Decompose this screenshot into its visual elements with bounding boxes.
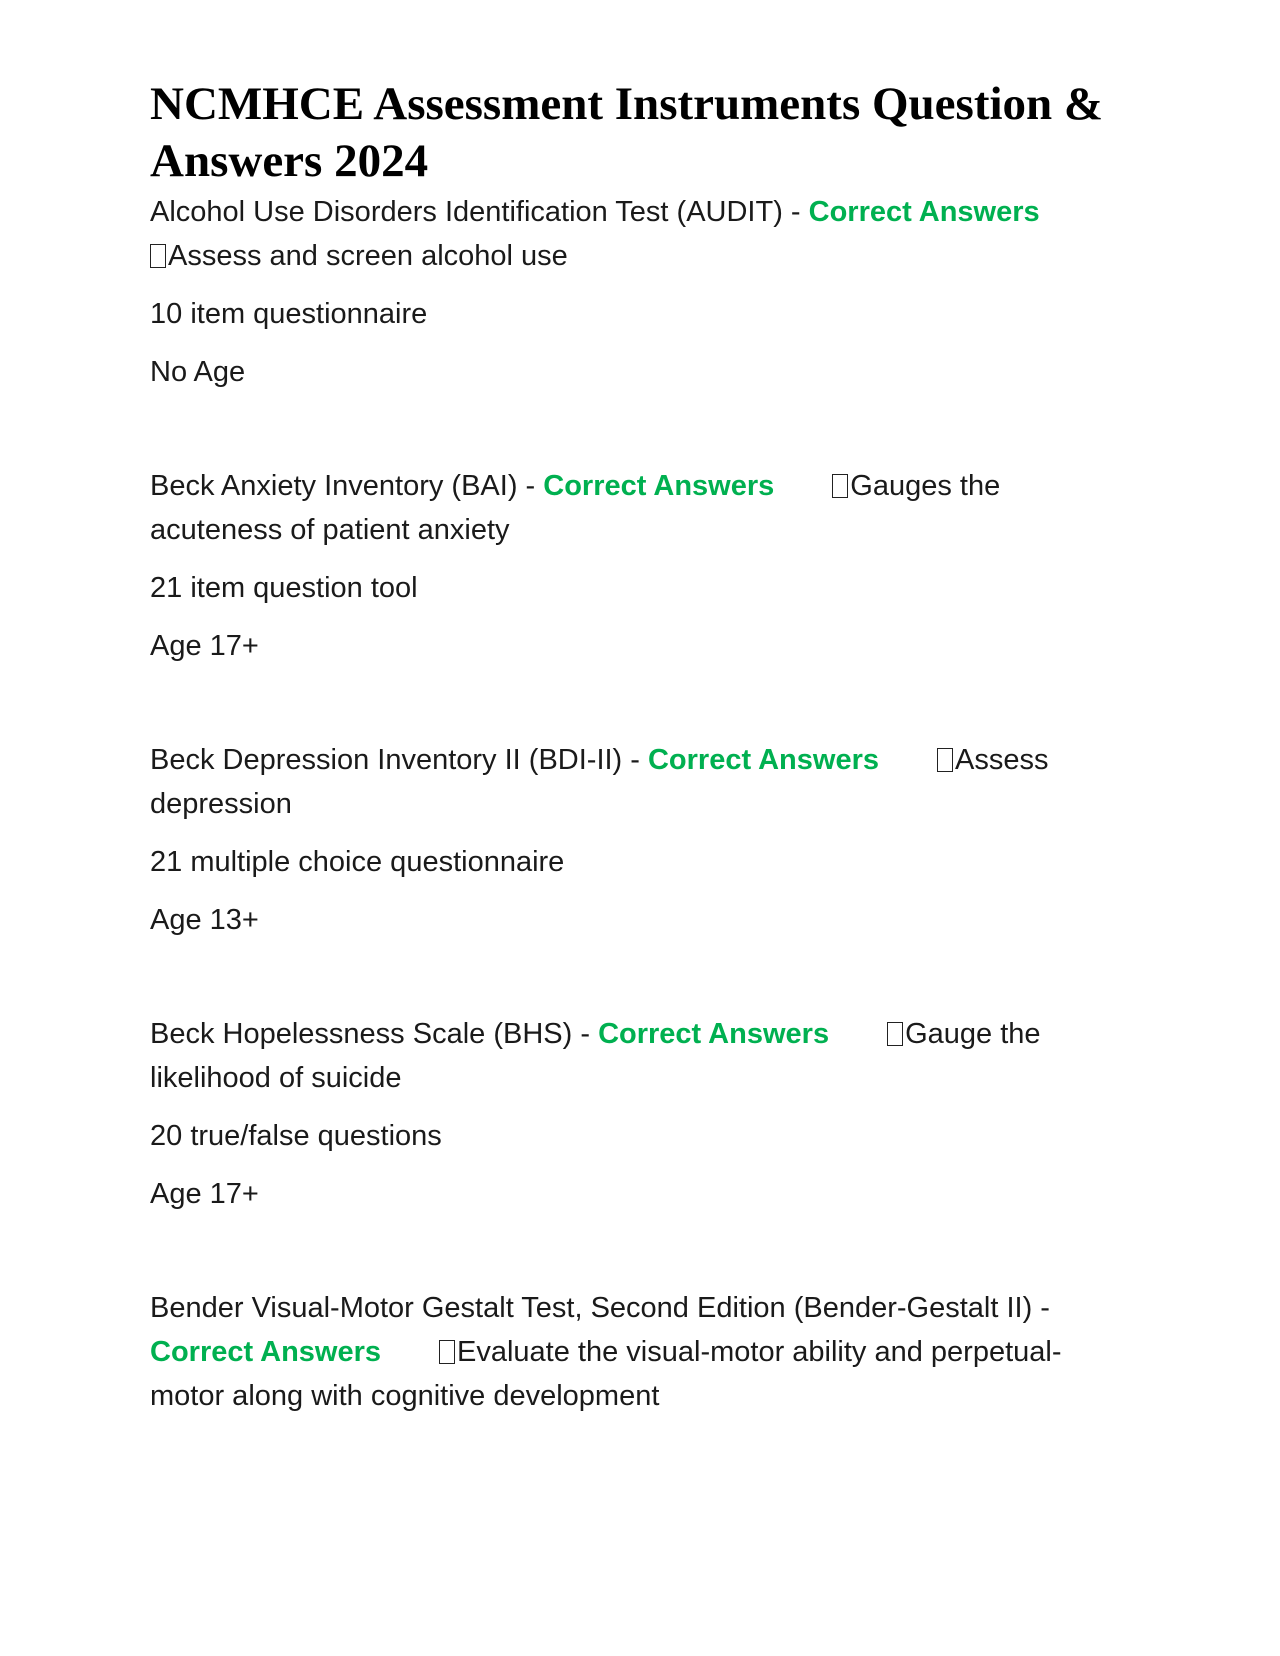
entry-bhs — [150, 1012, 1130, 1216]
detail-line: No Age — [150, 356, 246, 388]
detail-line: Age 17+ — [150, 630, 259, 662]
detail-line: 10 item questionnaire — [150, 298, 428, 330]
page-title: NCMHCE Assessment Instruments Question & Answers 2024 — [150, 78, 1104, 187]
instrument-name: Beck Depression Inventory II (BDI-II) - — [150, 744, 648, 776]
answer-text: Gauge the likelihood of suicide — [150, 1018, 1041, 1094]
instrument-name: Beck Hopelessness Scale (BHS) - — [150, 1018, 599, 1050]
answer-text: Assess and screen alcohol use — [168, 240, 568, 272]
unknown-glyph-icon — [937, 748, 953, 772]
answer-text: Evaluate the visual-motor ability and perpetual-motor along with cognitive development — [150, 1336, 1062, 1412]
unknown-glyph-icon — [832, 474, 848, 498]
document-page — [150, 76, 1130, 1418]
detail-line: Age 17+ — [150, 1178, 259, 1210]
detail-line: 21 item question tool — [150, 572, 418, 604]
detail-line: 21 multiple choice questionnaire — [150, 846, 565, 878]
entry-bai — [150, 464, 1130, 668]
instrument-name: Beck Anxiety Inventory (BAI) - — [150, 470, 544, 502]
instrument-name: Bender Visual-Motor Gestalt Test, Second Edition (Bender-Gestalt II) - — [150, 1292, 1050, 1324]
correct-answers-label: Correct Answers — [808, 196, 1040, 228]
correct-answers-label: Correct Answers — [598, 1018, 830, 1050]
correct-answers-label: Correct Answers — [647, 744, 879, 776]
correct-answers-label: Correct Answers — [543, 470, 775, 502]
entry-bdi-ii — [150, 738, 1130, 942]
detail-line: 20 true/false questions — [150, 1120, 442, 1152]
unknown-glyph-icon — [439, 1340, 455, 1364]
unknown-glyph-icon — [887, 1022, 903, 1046]
detail-line: Age 13+ — [150, 904, 259, 936]
correct-answers-label: Correct Answers — [150, 1336, 382, 1368]
answer-text: Gauges the acuteness of patient anxiety — [150, 470, 1001, 546]
instrument-name: Alcohol Use Disorders Identification Test (AUDIT) - — [150, 196, 809, 228]
answer-text: Assess depression — [150, 744, 1049, 820]
entry-bender-gestalt — [150, 1286, 1130, 1418]
unknown-glyph-icon — [150, 244, 166, 268]
entry-audit — [150, 190, 1130, 394]
